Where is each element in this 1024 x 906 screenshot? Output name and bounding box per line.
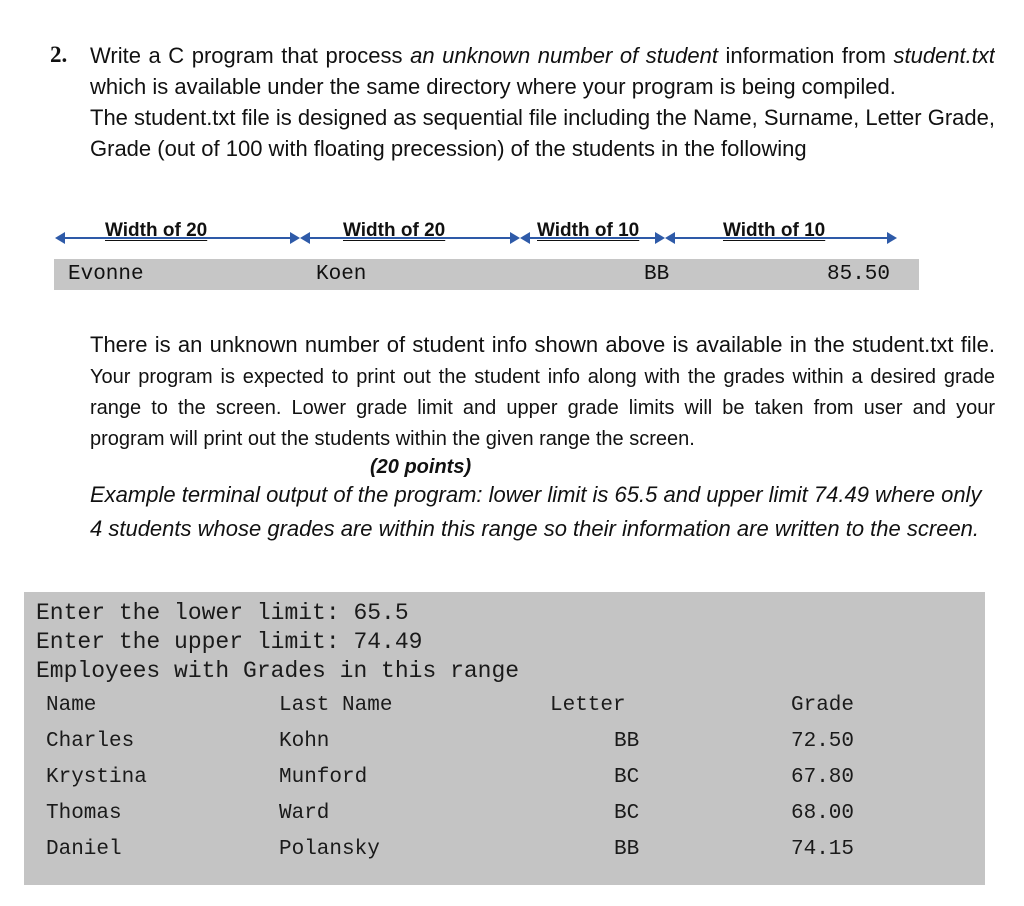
width-label-3: Width of 10 [537, 220, 640, 241]
question-intro [90, 40, 995, 188]
row-1-name: Charles [46, 730, 135, 753]
terminal-output [24, 592, 985, 885]
field-widths-diagram [55, 218, 915, 248]
intro-filename: student.txt [893, 43, 995, 68]
row-3-grade: 68.00 [791, 802, 855, 825]
sample-name: Evonne [68, 263, 144, 286]
sample-record-row [54, 259, 919, 290]
row-4-name: Daniel [46, 838, 122, 861]
sample-grade: 85.50 [827, 263, 891, 286]
terminal-line-3: Employees with Grades in this range [36, 658, 520, 684]
width-label-2: Width of 20 [343, 220, 446, 241]
width-label-1: Width of 20 [105, 220, 208, 241]
header-letter: Letter [550, 694, 626, 717]
example-description: Example terminal output of the program: lower limit is 65.5 and upper limit 74.49 where only 4 students whose grades are within this range so their information are written to the screen. [90, 482, 982, 541]
sample-letter: BB [644, 263, 670, 286]
row-2-last-name: Munford [279, 766, 368, 789]
points-label: (20 points) [370, 456, 472, 478]
row-3-last-name: Ward [279, 802, 330, 825]
header-name: Name [46, 694, 97, 717]
row-3-name: Thomas [46, 802, 122, 825]
header-last-name: Last Name [279, 694, 393, 717]
terminal-line-1: Enter the lower limit: 65.5 [36, 600, 409, 626]
intro-file-format: The student.txt file is designed as sequential file including the Name, Surname, Letter Grade, Grade (out of 100 with floating precession) of the students in the following [90, 105, 995, 161]
intro-text-3: information from [717, 43, 894, 68]
task-line-1: There is an unknown number of student info shown above is available in the student.txt file. [90, 332, 995, 357]
row-3-letter: BC [614, 802, 640, 825]
task-line-2: Your program is expected to print out the student info along with the grades within a desired grade range to the screen. Lower grade limit and upper grade limits will be taken from user and your program will print out the students within the given range the screen. [90, 366, 995, 450]
row-1-grade: 72.50 [791, 730, 855, 753]
intro-text-1: Write a C program that process [90, 43, 411, 68]
intro-text-4: which is available under the same directory where your program is being compiled. [90, 74, 896, 99]
row-1-last-name: Kohn [279, 730, 330, 753]
row-4-grade: 74.15 [791, 838, 855, 861]
row-2-letter: BC [614, 766, 640, 789]
terminal-line-2: Enter the upper limit: 74.49 [36, 629, 423, 655]
intro-text-2: an unknown number of student [410, 43, 718, 68]
row-2-name: Krystina [46, 766, 147, 789]
task-description [90, 330, 995, 454]
width-label-4: Width of 10 [723, 220, 826, 241]
question-number: 2. [50, 42, 68, 67]
row-2-grade: 67.80 [791, 766, 855, 789]
sample-surname: Koen [316, 263, 367, 286]
row-4-last-name: Polansky [279, 838, 380, 861]
row-1-letter: BB [614, 730, 640, 753]
header-grade: Grade [791, 694, 855, 717]
row-4-letter: BB [614, 838, 640, 861]
